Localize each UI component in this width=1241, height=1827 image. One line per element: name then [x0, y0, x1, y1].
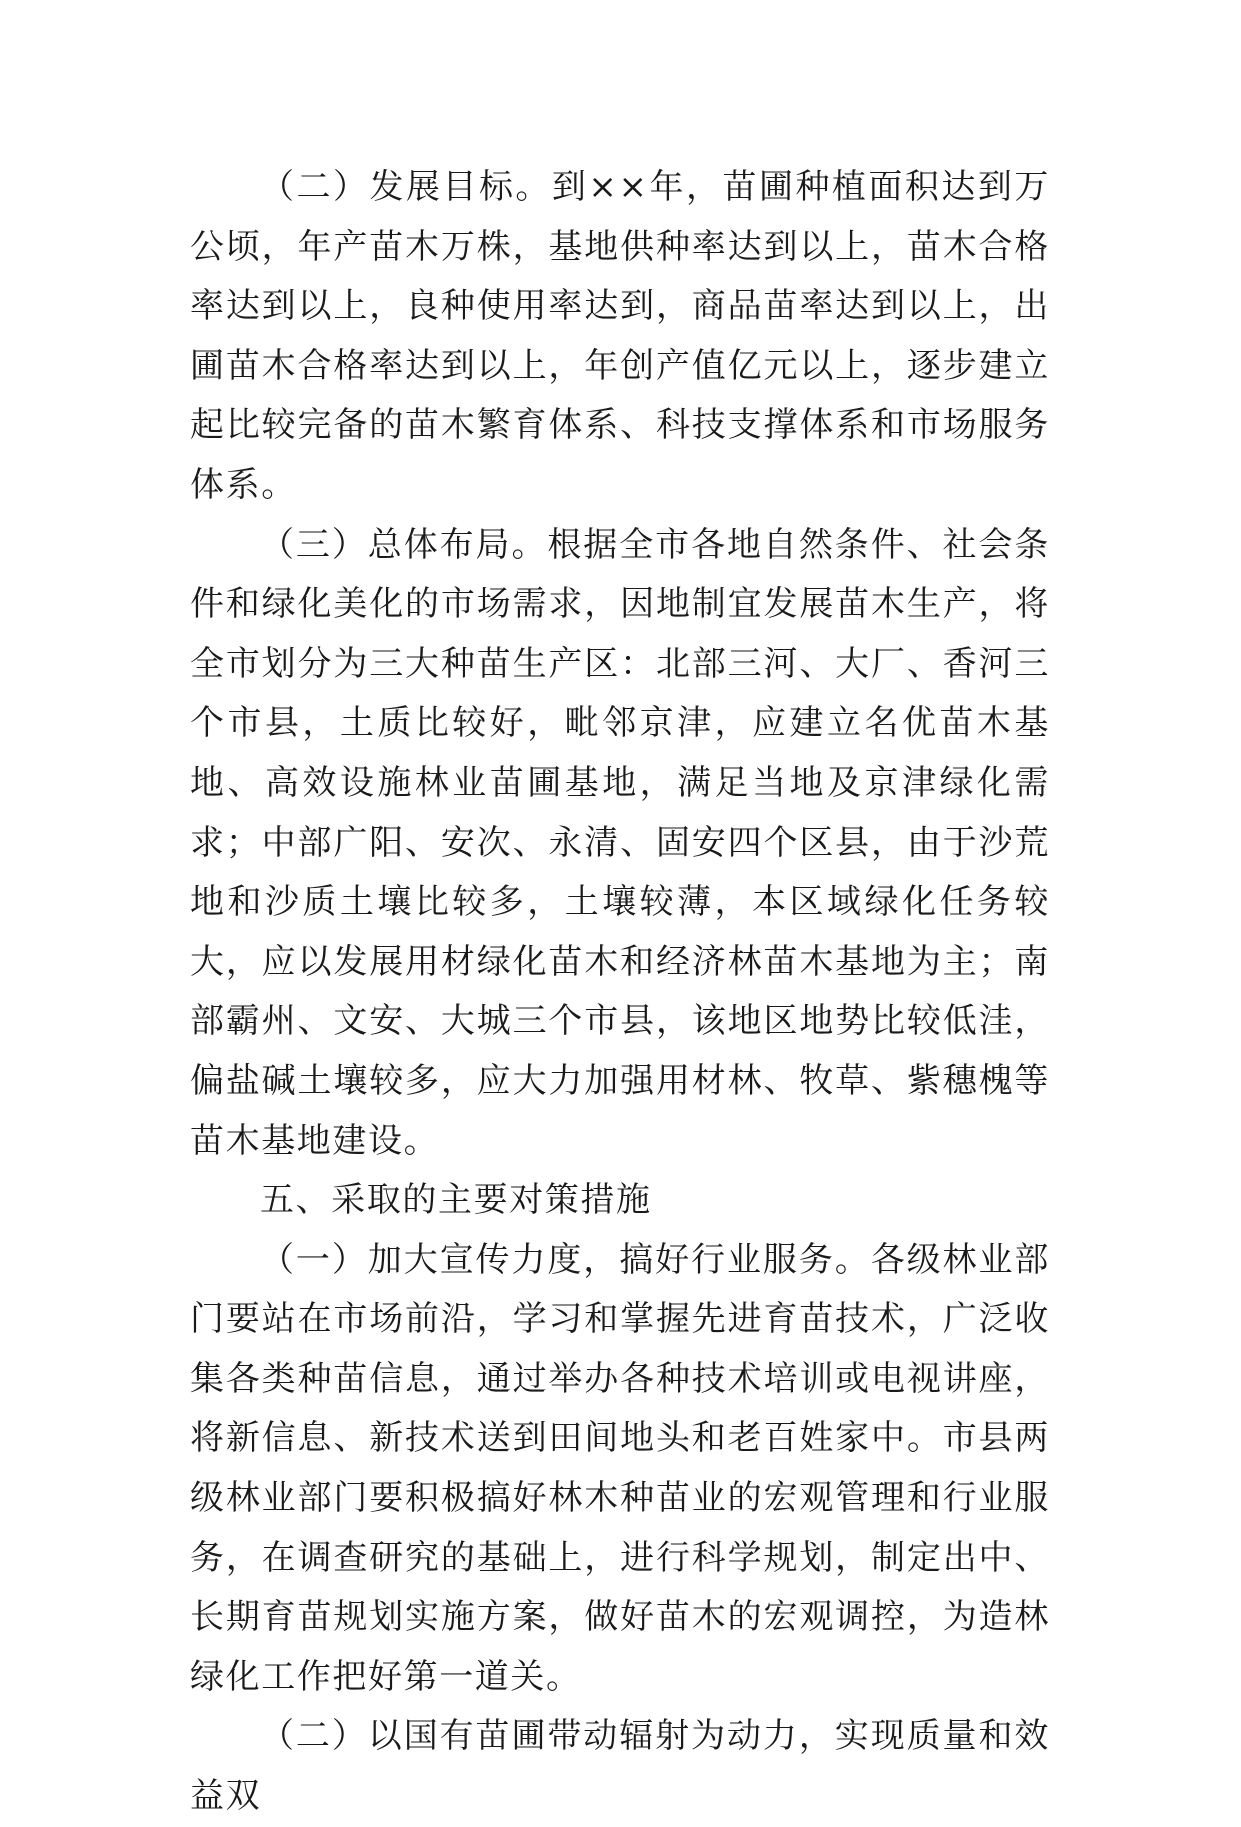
- paragraph-state-nursery: （二）以国有苗圃带动辐射为动力，实现质量和效益双: [190, 1716, 1050, 1817]
- document-body: [190, 158, 1050, 1827]
- paragraph-publicity-service: （一）加大宣传力度，搞好行业服务。各级林业部门要站在市场前沿，学习和掌握先进育苗技术，广泛收集各类种苗信息，通过举办各种技术培训或电视讲座，将新信息、新技术送到田间地头和老百姓家中。市县两级林业部门要积极搞好林木种苗业的宏观管理和行业服务，在调查研究的基础上，进行科学规划，制定出中、长期育苗规划实施方案，做好苗木的宏观调控，为造林绿化工作把好第一道关。: [190, 1239, 1050, 1697]
- section-heading-measures: 五、采取的主要对策措施: [260, 1180, 652, 1221]
- paragraph-development-goals: （二）发展目标。到××年，苗圃种植面积达到万公顷，年产苗木万株，基地供种率达到以上，苗木合格率达到以上，良种使用率达到，商品苗率达到以上，出圃苗木合格率达到以上，年创产值亿元以上，逐步建立起比较完备的苗木繁育体系、科技支撑体系和市场服务体系。: [190, 167, 1050, 505]
- paragraph-overall-layout: （三）总体布局。根据全市各地自然条件、社会条件和绿化美化的市场需求，因地制宜发展苗木生产，将全市划分为三大种苗生产区：北部三河、大厂、香河三个市县，土质比较好，毗邻京津，应建立名优苗木基地、高效设施林业苗圃基地，满足当地及京津绿化需求；中部广阳、安次、永清、固安四个区县，由于沙荒地和沙质土壤比较多，土壤较薄，本区域绿化任务较大，应以发展用材绿化苗木和经济林苗木基地为主；南部霸州、文安、大城三个市县，该地区地势比较低洼，偏盐碱土壤较多，应大力加强用材林、牧草、紫穗槐等苗木基地建设。: [190, 524, 1050, 1161]
